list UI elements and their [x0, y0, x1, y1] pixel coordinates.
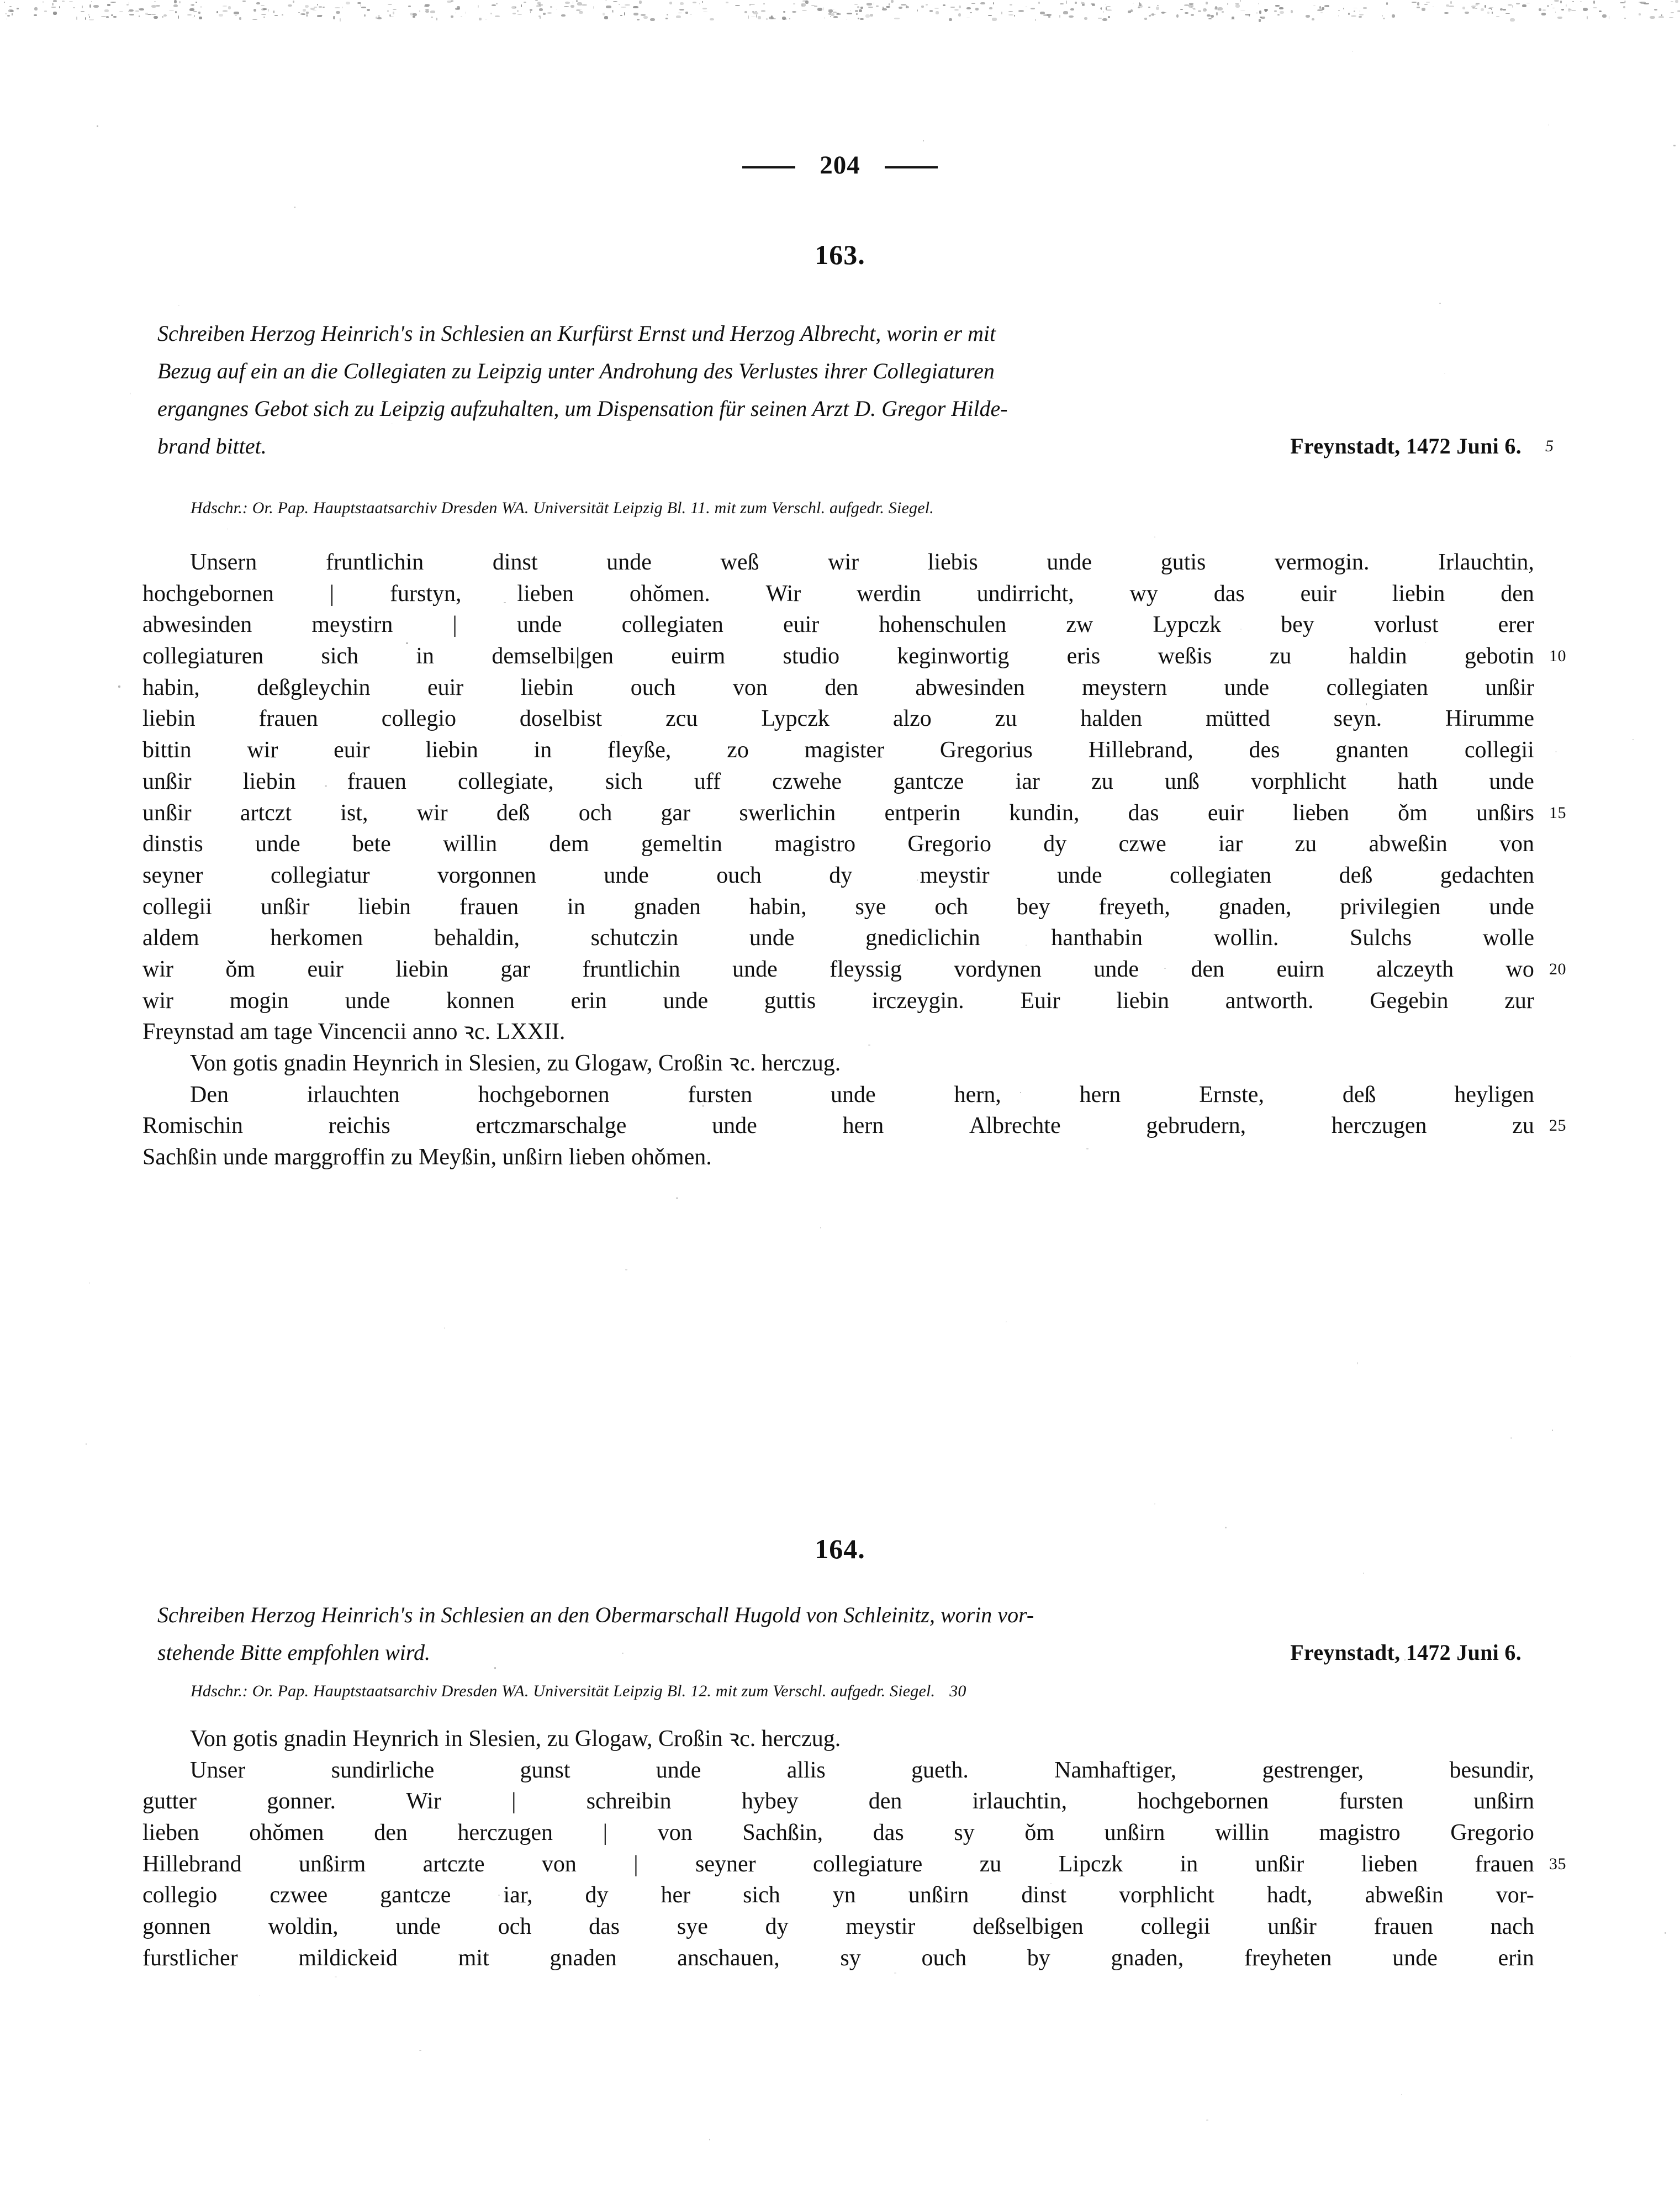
transcription-line — [142, 892, 1534, 923]
line-text: unßir liebin frauen collegiate, sich uff czwehe gantcze iar zu unß vorphlicht hath unde — [142, 768, 1534, 794]
line-text: lieben ohǒmen den herczugen | von Sachßin, das sy ǒm unßirn willin magistro Gregorio — [142, 1820, 1534, 1846]
source-note-text: Hdschr.: Or. Pap. Hauptstaatsarchiv Dresden WA. Universität Leipzig Bl. 12. mit zum Verschl. aufgedr. Siegel. — [191, 1682, 936, 1700]
line-text: collegiaturen sich in demselbi|gen euirm studio keginwortig eris weßis zu haldin gebotin — [142, 643, 1534, 669]
line-number: 15 — [1549, 803, 1566, 822]
regest-164 — [157, 1596, 1521, 1671]
line-text: bittin wir euir liebin in fleyße, zo magister Gregorius Hillebrand, des gnanten collegii — [142, 737, 1534, 763]
line-number: 30 — [949, 1682, 966, 1700]
line-text: Hillebrand unßirm artczte von | seyner collegiature zu Lipczk in unßir lieben frauen — [142, 1851, 1534, 1877]
transcription-line — [142, 1079, 1534, 1111]
running-head-rule-left — [742, 166, 795, 168]
transcription-line — [142, 1817, 1534, 1849]
line-text: collegii unßir liebin frauen in gnaden habin, sye och bey freyeth, gnaden, privilegien unde — [142, 894, 1534, 920]
running-head-rule-right — [885, 166, 938, 168]
line-text: wir ǒm euir liebin gar fruntlichin unde fleyssig vordynen unde den euirn alczeyth wo — [142, 956, 1534, 982]
line-text: Unser sundirliche gunst unde allis gueth. Namhaftiger, gestrenger, besundir, — [190, 1757, 1534, 1783]
line-number: 5 — [1545, 437, 1554, 455]
line-text: liebin frauen collegio doselbist zcu Lypczk alzo zu halden mütted seyn. Hirumme — [142, 706, 1534, 732]
line-text: Sachßin unde marggroffin zu Meyßin, unßirn lieben ohǒmen. — [142, 1144, 712, 1170]
line-text: Unsern fruntlichin dinst unde weß wir liebis unde gutis vermogin. Irlauchtin, — [190, 550, 1534, 575]
regest-line: brand bittet. — [157, 434, 267, 458]
line-text: aldem herkomen behaldin, schutczin unde gnediclichin hanthabin wollin. Sulchs wolle — [142, 925, 1534, 951]
regest-line: stehende Bitte empfohlen wird. — [157, 1640, 430, 1665]
transcription-line — [142, 1048, 1534, 1079]
line-number: 35 — [1549, 1854, 1566, 1873]
transcription-line — [142, 672, 1534, 704]
transcription-line — [142, 703, 1534, 735]
transcription-line — [142, 1786, 1534, 1817]
transcription-line — [142, 1110, 1566, 1142]
regest-line: Bezug auf ein an die Collegiaten zu Leipzig unter Androhung des Verlustes ihrer Collegiaturen — [157, 358, 995, 383]
transcription-line — [142, 860, 1534, 892]
page-number: 204 — [820, 151, 860, 180]
transcription-163 — [142, 547, 1566, 1173]
source-note-163 — [191, 496, 1527, 520]
regest-closing-line — [157, 1634, 1521, 1671]
line-text: Von gotis gnadin Heynrich in Slesien, zu Glogaw, Croßin ꝛc. herczug. — [190, 1726, 841, 1752]
transcription-line — [142, 1911, 1534, 1943]
transcription-line — [142, 766, 1534, 798]
running-head — [0, 150, 1680, 180]
transcription-line — [142, 985, 1534, 1017]
transcription-line — [142, 1142, 1534, 1173]
line-text: gutter gonner. Wir | schreibin hybey den irlauchtin, hochgebornen fursten unßirn — [142, 1789, 1534, 1815]
line-text: Romischin reichis ertczmarschalge unde hern Albrechte gebrudern, herczugen zu — [142, 1113, 1534, 1139]
line-text: Von gotis gnadin Heynrich in Slesien, zu Glogaw, Croßin ꝛc. herczug. — [190, 1051, 841, 1076]
transcription-line — [142, 1016, 1534, 1048]
source-note-164 — [191, 1679, 1527, 1703]
line-text: collegio czwee gantcze iar, dy her sich yn unßirn dinst vorphlicht hadt, abweßin vor- — [142, 1882, 1534, 1908]
line-number: 10 — [1549, 647, 1566, 666]
transcription-line — [142, 954, 1566, 985]
transcription-line — [142, 798, 1566, 829]
transcription-line — [142, 578, 1534, 610]
transcription-line — [142, 1755, 1534, 1786]
line-text: Den irlauchten hochgebornen fursten unde hern, hern Ernste, deß heyligen — [190, 1082, 1534, 1107]
transcription-line — [142, 1943, 1534, 1974]
regest-163 — [157, 315, 1554, 465]
line-text: abwesinden meystirn | unde collegiaten euir hohenschulen zw Lypczk bey vorlust erer — [142, 612, 1534, 638]
regest-closing-line — [157, 428, 1554, 465]
transcription-line — [142, 1723, 1534, 1755]
line-text: furstlicher mildickeid mit gnaden anschauen, sy ouch by gnaden, freyheten unde erin — [142, 1945, 1534, 1971]
line-text: gonnen woldin, unde och das sye dy meystir deßselbigen collegii unßir frauen nach — [142, 1914, 1534, 1940]
dateline-163: Freynstadt, 1472 Juni 6. — [1290, 434, 1521, 458]
line-number: 20 — [1549, 959, 1566, 978]
transcription-line — [142, 1880, 1534, 1911]
line-text: habin, deßgleychin euir liebin ouch von den abwesinden meystern unde collegiaten unßir — [142, 674, 1534, 700]
line-text: wir mogin unde konnen erin unde guttis irczeygin. Euir liebin antworth. Gegebin zur — [142, 988, 1534, 1014]
transcription-line — [142, 1849, 1566, 1880]
transcription-line — [142, 829, 1534, 860]
regest-line: Schreiben Herzog Heinrich's in Schlesien an Kurfürst Ernst und Herzog Albrecht, worin er mit — [157, 321, 996, 346]
transcription-line — [142, 922, 1534, 954]
line-text: unßir artczt ist, wir deß och gar swerlichin entperin kundin, das euir lieben ǒm unßirs — [142, 800, 1534, 826]
line-text: dinstis unde bete willin dem gemeltin magistro Gregorio dy czwe iar zu abweßin von — [142, 831, 1534, 857]
line-number: 25 — [1549, 1116, 1566, 1135]
transcription-line — [142, 641, 1566, 672]
document-number-164: 164. — [815, 1533, 865, 1564]
transcription-line — [142, 609, 1534, 641]
transcription-line — [142, 547, 1534, 578]
dateline-164: Freynstadt, 1472 Juni 6. — [1290, 1640, 1521, 1665]
regest-line: Schreiben Herzog Heinrich's in Schlesien an den Obermarschall Hugold von Schleinitz, worin vor- — [157, 1602, 1034, 1627]
transcription-164 — [142, 1723, 1566, 1974]
line-text: Freynstad am tage Vincencii anno ꝛc. LXXII. — [142, 1019, 566, 1045]
source-note-text: Hdschr.: Or. Pap. Hauptstaatsarchiv Dresden WA. Universität Leipzig Bl. 11. mit zum Verschl. aufgedr. Siegel. — [191, 499, 934, 517]
transcription-line — [142, 735, 1534, 766]
document-number-163: 163. — [815, 239, 865, 270]
line-text: hochgebornen | furstyn, lieben ohǒmen. Wir werdin undirricht, wy das euir liebin den — [142, 581, 1534, 606]
line-text: seyner collegiatur vorgonnen unde ouch dy meystir unde collegiaten deß gedachten — [142, 862, 1534, 888]
regest-line: ergangnes Gebot sich zu Leipzig aufzuhalten, um Dispensation für seinen Arzt D. Gregor Hilde- — [157, 396, 1008, 421]
